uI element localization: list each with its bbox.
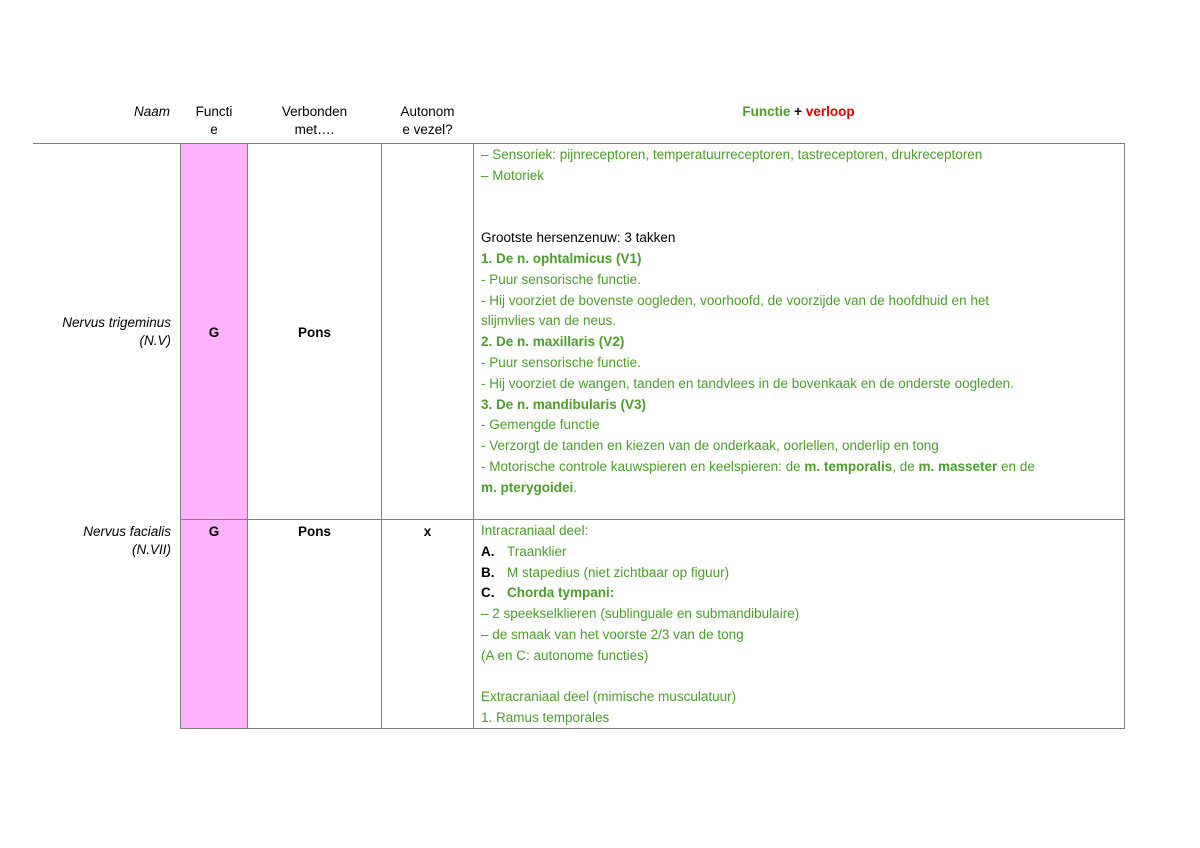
row-2-line-c <box>481 583 1121 604</box>
row-1-name-line2: (N.V) <box>139 333 171 348</box>
row-2-line-extracraniaal: Extracraniaal deel (mimische musculatuur) <box>481 689 737 705</box>
row-1-line-v3-heading <box>481 395 1121 416</box>
row-1-description <box>481 145 1121 499</box>
row-1-line-v1-slijmvlies: slijmvlies van de neus. <box>481 313 617 329</box>
row-1-name-line1: Nervus trigeminus <box>62 315 171 330</box>
row-1-functie: G <box>208 325 220 340</box>
column-border-4 <box>473 143 474 729</box>
row-1-spacer <box>481 187 1121 208</box>
row-1-line-v1-voorziet: - Hij voorziet de bovenste oogleden, voorhoofd, de voorzijde van de hoofdhuid en het <box>481 292 990 308</box>
header-autonoom-line2: e vezel? <box>402 122 453 137</box>
row-1-motorisch-text: - Motorische controle kauwspieren en keelspieren: de <box>481 458 805 474</box>
row-1-line-v3-verzorgt: - Verzorgt de tanden en kiezen van de onderkaak, oorlellen, onderlip en tong <box>481 438 939 454</box>
row-1-line-v2-voorziet: - Hij voorziet de wangen, tanden en tandvlees in de bovenkaak en de onderste oogleden. <box>481 375 1014 391</box>
header-functie-line2: e <box>210 122 218 137</box>
header-fv-verloop: verloop <box>805 104 855 119</box>
row-1-line-sensoriek: – Sensoriek: pijnreceptoren, temperatuurreceptoren, tastreceptoren, drukreceptoren <box>481 147 983 162</box>
header-fv-functie: Functie <box>742 104 791 119</box>
row-1-v2-heading-text: 2. De n. maxillaris (V2) <box>481 334 625 350</box>
column-border-5 <box>1124 143 1125 729</box>
row-1-comma-de: , de <box>892 458 919 474</box>
row-1-line-v2-heading <box>481 332 1121 353</box>
row-1-masseter: m. masseter <box>918 458 998 474</box>
row-1-line-v3-functie: - Gemengde functie <box>481 417 600 433</box>
row-2-spacer <box>481 667 1121 688</box>
header-verbonden-line1: Verbonden <box>281 104 348 119</box>
row-2-list-marker-b: B. <box>481 564 495 580</box>
row-1-period: . <box>573 479 578 495</box>
row-1-name <box>20 314 171 350</box>
table-top-border <box>33 143 1125 144</box>
row-1-v1-heading-text: 1. De n. ophtalmicus (V1) <box>481 250 642 266</box>
row-2-line-ramus: 1. Ramus temporales <box>481 710 610 726</box>
row-2-line-a <box>481 542 1121 563</box>
header-functie-line1: Functi <box>195 104 233 119</box>
row-1-verbonden: Pons <box>297 325 331 340</box>
row-1-line-v2-functie: - Puur sensorische functie. <box>481 354 641 370</box>
row-1-line-v1-heading <box>481 249 1121 270</box>
row-2-name-line1: Nervus facialis <box>83 524 171 539</box>
row-1-spacer <box>481 207 1121 228</box>
row-1-en-de: en de <box>997 458 1035 474</box>
row-1-line-motoriek: – Motoriek <box>481 167 545 183</box>
header-functie <box>181 103 247 139</box>
row-2-line-speekselklieren: – 2 speekselklieren (sublinguale en submandibulaire) <box>481 606 800 622</box>
row-2-chorda-tympani: Chorda tympani: <box>507 585 615 601</box>
header-fv-plus: + <box>790 104 806 119</box>
row-2-name <box>20 523 171 559</box>
column-border-2 <box>247 143 248 729</box>
row-2-list-marker-a: A. <box>481 543 495 559</box>
header-verbonden <box>247 103 382 139</box>
row-1-temporalis: m. temporalis <box>804 458 893 474</box>
header-autonoom-line1: Autonom <box>400 104 455 119</box>
row-divider <box>181 519 1125 520</box>
row-2-autonoom: x <box>423 524 432 539</box>
column-border-1 <box>180 143 181 729</box>
row-2-name-line2: (N.VII) <box>132 542 171 557</box>
header-autonoom <box>382 103 473 139</box>
row-1-v3-heading-text: 3. De n. mandibularis (V3) <box>481 396 647 412</box>
row-1-line-v3-motorisch <box>481 457 1121 478</box>
functie-column-fill <box>181 143 247 729</box>
header-naam: Naam <box>133 104 170 119</box>
row-2-line-intracraniaal: Intracraniaal deel: <box>481 523 589 538</box>
row-2-line-b <box>481 563 1121 584</box>
row-2-line-autonome: (A en C: autonome functies) <box>481 647 649 663</box>
row-2-traanklier: Traanklier <box>507 543 567 559</box>
row-2-description <box>481 521 1121 729</box>
row-2-list-marker-c: C. <box>481 585 495 601</box>
header-functie-verloop <box>473 103 1124 121</box>
row-1-line-grootste: Grootste hersenzenuw: 3 takken <box>481 230 676 246</box>
row-2-verbonden: Pons <box>297 524 331 539</box>
column-border-3 <box>381 143 382 729</box>
row-1-line-v1-functie: - Puur sensorische functie. <box>481 271 641 287</box>
header-verbonden-line2: met…. <box>294 122 335 137</box>
row-1-line-pterygoidei <box>481 478 1121 499</box>
row-2-line-smaak: – de smaak van het voorste 2/3 van de tong <box>481 626 744 642</box>
row-2-functie: G <box>208 524 220 539</box>
row-1-pterygoidei: m. pterygoidei <box>481 479 574 495</box>
row-2-stapedius: M stapedius (niet zichtbaar op figuur) <box>507 564 730 580</box>
